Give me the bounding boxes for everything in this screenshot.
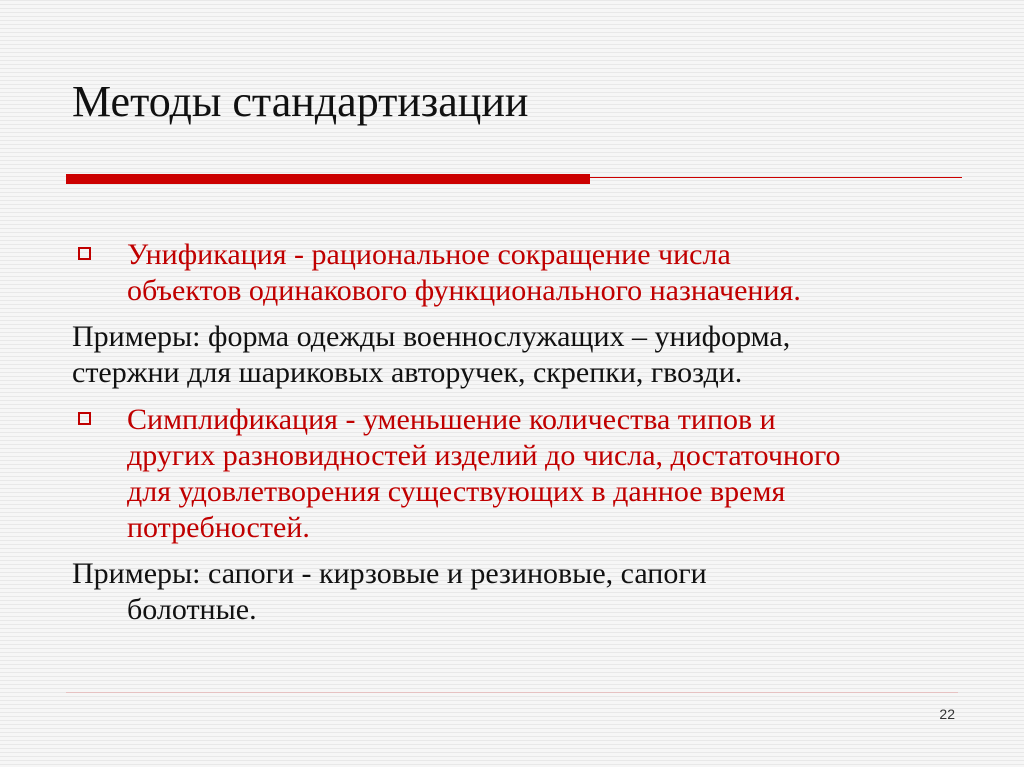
hollow-square-icon [78,412,91,425]
examples-text-line: Примеры: сапоги - кирзовые и резиновые, сапоги [72,557,707,590]
examples-text-line: болотные. [127,593,257,626]
bullet-text-line: Унификация - рациональное сокращение числа [127,238,731,271]
slide-title: Методы стандартизации [72,77,529,126]
bullet-text-line: Симплификация - уменьшение количества типов и [127,403,776,436]
bullet-unification [72,237,972,309]
slide-content [72,237,972,628]
page-number: 22 [939,706,955,722]
bullet-text-line: объектов одинакового функционального назначения. [127,274,801,307]
bullet-text-line: для удовлетворения существующих в данное время [127,475,786,508]
bullet-text-line: других разновидностей изделий до числа, достаточного [127,439,841,472]
hollow-square-icon [78,247,91,260]
examples-simplification [72,556,972,628]
bullet-simplification [72,402,972,546]
examples-text-line: Примеры: форма одежды военнослужащих – униформа, [72,320,791,353]
title-thin-rule [590,177,962,178]
footer-rule [66,692,958,693]
examples-unification [72,319,972,391]
title-accent-bar [66,174,590,184]
examples-text-line: стержни для шариковых авторучек, скрепки, гвозди. [72,356,743,389]
bullet-text-line: потребностей. [127,511,310,544]
